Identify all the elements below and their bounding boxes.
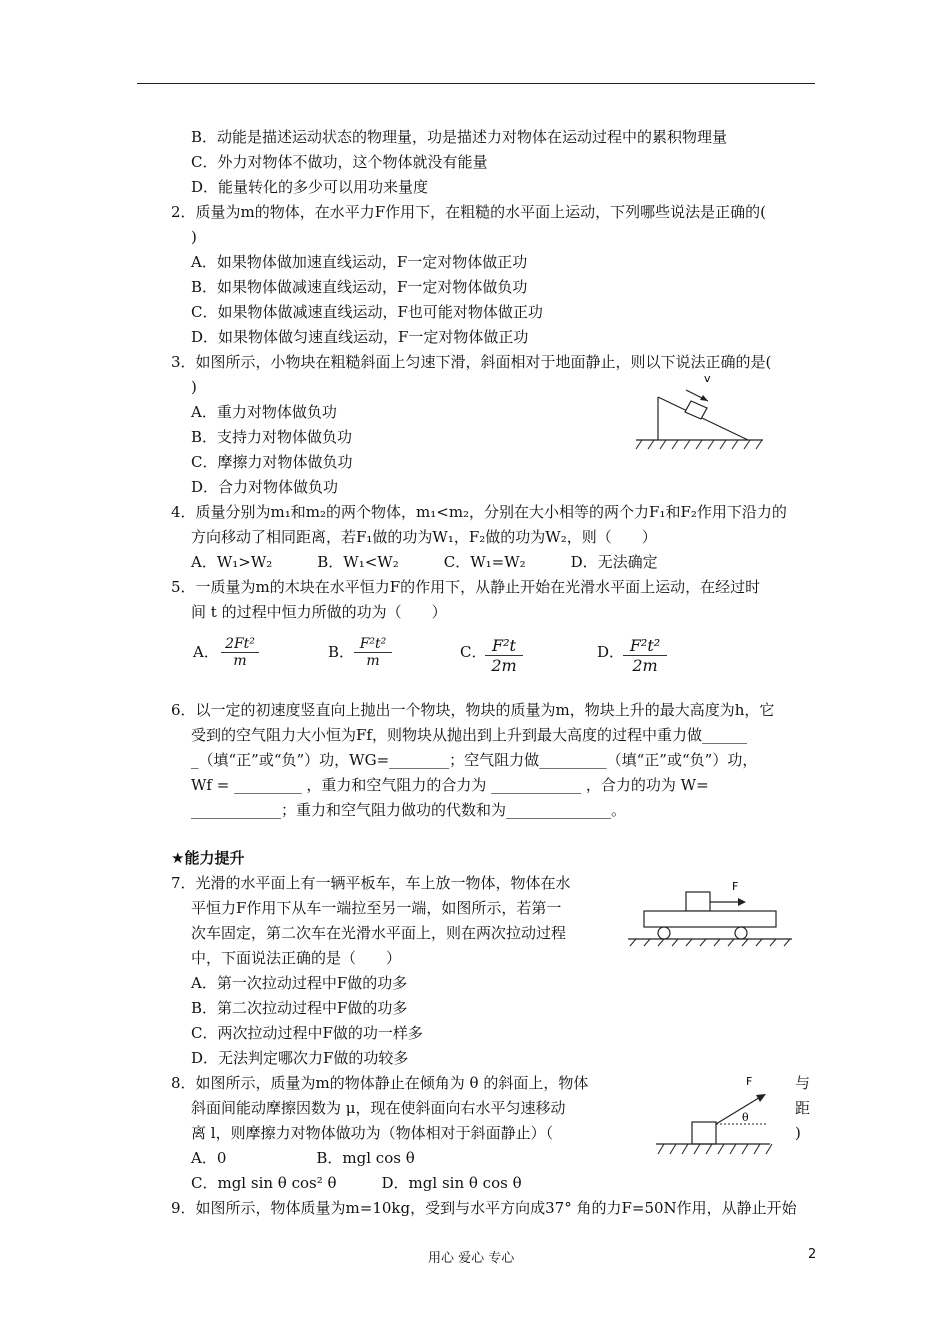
q5-d-numerator: F²t² bbox=[623, 636, 667, 656]
q3-option-d: D．合力对物体做负功 bbox=[191, 478, 339, 496]
q2-stem: 2．质量为m的物体，在水平力F作用下，在粗糙的水平面上运动，下列哪些说法是正确的( bbox=[171, 203, 767, 221]
q1-option-c: C．外力对物体不做功，这个物体就没有能量 bbox=[191, 153, 488, 171]
q5-c-numerator: F²t bbox=[485, 636, 523, 656]
q5-option-c-fraction bbox=[485, 636, 523, 675]
q5-b-numerator: F²t² bbox=[354, 636, 392, 653]
footer-motto: 用心 爱心 专心 bbox=[428, 1251, 515, 1266]
q8-line-3: 离 l，则摩擦力对物体做功为（物体相对于斜面静止）（ bbox=[191, 1124, 554, 1142]
q5-option-d-label: D． bbox=[597, 643, 625, 661]
q8-option-cd: C．mgl sin θ cos² θ D．mgl sin θ cos θ bbox=[191, 1174, 522, 1192]
q8-stem: 8．如图所示，质量为m的物体静止在倾角为 θ 的斜面上，物体 bbox=[171, 1074, 589, 1092]
q1-option-d: D．能量转化的多少可以用功来量度 bbox=[191, 178, 429, 196]
q7-option-c: C．两次拉动过程中F做的功一样多 bbox=[191, 1024, 423, 1042]
q2-option-c: C．如果物体做减速直线运动，F也可能对物体做正功 bbox=[191, 303, 543, 321]
q5-d-denominator: 2m bbox=[632, 656, 658, 675]
q9-stem: 9．如图所示，物体质量为m=10kg，受到与水平方向成37° 角的力F=50N作用，从静止开始 bbox=[171, 1199, 797, 1217]
q4-stem-cont: 方向移动了相同距离，若F₁做的功为W₁，F₂做的功为W₂，则（ ） bbox=[191, 528, 657, 546]
q7-stem: 7．光滑的水平面上有一辆平板车，车上放一物体，物体在水 bbox=[171, 874, 571, 892]
q7-option-b: B．第二次拉动过程中F做的功多 bbox=[191, 999, 408, 1017]
velocity-label: v bbox=[704, 372, 711, 385]
q8-line-2: 斜面间能动摩擦因数为 μ，现在使斜面向右水平匀速移动 bbox=[191, 1099, 566, 1117]
q5-b-denominator: m bbox=[366, 653, 380, 669]
q3-option-c: C．摩擦力对物体做负功 bbox=[191, 453, 353, 471]
q5-option-c-label: C． bbox=[460, 643, 487, 661]
q8-option-ab: A．0 B．mgl cos θ bbox=[191, 1149, 415, 1167]
q7-option-a: A．第一次拉动过程中F做的功多 bbox=[191, 974, 408, 992]
q5-a-numerator: 2Ft² bbox=[221, 636, 259, 653]
q1-option-b: B．动能是描述运动状态的物理量，功是描述力对物体在运动过程中的累积物理量 bbox=[191, 128, 728, 146]
q6-stem: 6．以一定的初速度竖直向上抛出一个物块，物块的质量为m，物块上升的最大高度为h，它 bbox=[171, 701, 775, 719]
q2-stem-cont: ) bbox=[191, 228, 197, 246]
angled-force-figure bbox=[650, 1072, 775, 1162]
page-number: 2 bbox=[808, 1247, 817, 1262]
q8-side-text-1: 与 bbox=[795, 1074, 811, 1092]
header-rule bbox=[137, 83, 815, 84]
q2-option-a: A．如果物体做加速直线运动，F一定对物体做正功 bbox=[191, 253, 528, 271]
q7-line-2: 平恒力F作用下从车一端拉至另一端，如图所示，若第一 bbox=[191, 899, 562, 917]
q5-c-denominator: 2m bbox=[491, 656, 517, 675]
q4-options: A．W₁>W₂ B．W₁<W₂ C．W₁=W₂ D．无法确定 bbox=[191, 553, 658, 571]
q6-line-2: 受到的空气阻力大小恒为Ff，则物块从抛出到上升到最大高度的过程中重力做______ bbox=[191, 726, 747, 744]
incline-figure bbox=[628, 372, 768, 457]
q7-line-4: 中，下面说法正确的是（ ） bbox=[191, 949, 402, 967]
q4-stem: 4．质量分别为m₁和m₂的两个物体，m₁<m₂，分别在大小相等的两个力F₁和F₂作用下沿力的 bbox=[171, 503, 787, 521]
q7-line-3: 次车固定，第二次车在光滑水平面上，则在两次拉动过程 bbox=[191, 924, 567, 942]
q8-side-text-2: 距 bbox=[795, 1099, 811, 1117]
q5-stem-cont: 间 t 的过程中恒力所做的功为（ ） bbox=[191, 603, 447, 621]
q3-option-a: A．重力对物体做负功 bbox=[191, 403, 337, 421]
q3-stem: 3．如图所示，小物块在粗糙斜面上匀速下滑，斜面相对于地面静止，则以下说法正确的是( bbox=[171, 353, 772, 371]
q7-option-d: D．无法判定哪次力F做的功较多 bbox=[191, 1049, 409, 1067]
q3-option-b: B．支持力对物体做负功 bbox=[191, 428, 353, 446]
q5-stem: 5．一质量为m的木块在水平恒力F的作用下，从静止开始在光滑水平面上运动，在经过时 bbox=[171, 578, 761, 596]
q2-option-b: B．如果物体做减速直线运动，F一定对物体做负功 bbox=[191, 278, 528, 296]
force-label-q8: F bbox=[746, 1075, 753, 1088]
cart-figure bbox=[620, 876, 800, 946]
q6-line-3: _（填“正”或“负”）功，WG=________；空气阻力做_________（填“正”或“负”）功， bbox=[191, 751, 758, 769]
q5-option-b-label: B． bbox=[328, 643, 355, 661]
q6-line-4: Wf = _________ ，重力和空气阻力的合力为 ____________ ，合力的功为 W= bbox=[191, 776, 709, 794]
q5-option-d-fraction bbox=[623, 636, 667, 675]
q3-stem-cont: ) bbox=[191, 378, 197, 396]
q6-line-5: ____________；重力和空气阻力做功的代数和为______________。 bbox=[191, 801, 627, 819]
q2-option-d: D．如果物体做匀速直线运动，F一定对物体做正功 bbox=[191, 328, 529, 346]
q8-side-text-3: ) bbox=[795, 1124, 801, 1142]
q5-a-denominator: m bbox=[233, 653, 247, 669]
angle-label: θ bbox=[742, 1111, 749, 1124]
force-label-q7: F bbox=[732, 880, 739, 893]
q5-option-b-fraction bbox=[354, 636, 392, 669]
q5-option-a-label: A． bbox=[193, 643, 219, 661]
section-heading: ★能力提升 bbox=[171, 849, 245, 867]
q5-option-a-fraction bbox=[221, 636, 259, 669]
